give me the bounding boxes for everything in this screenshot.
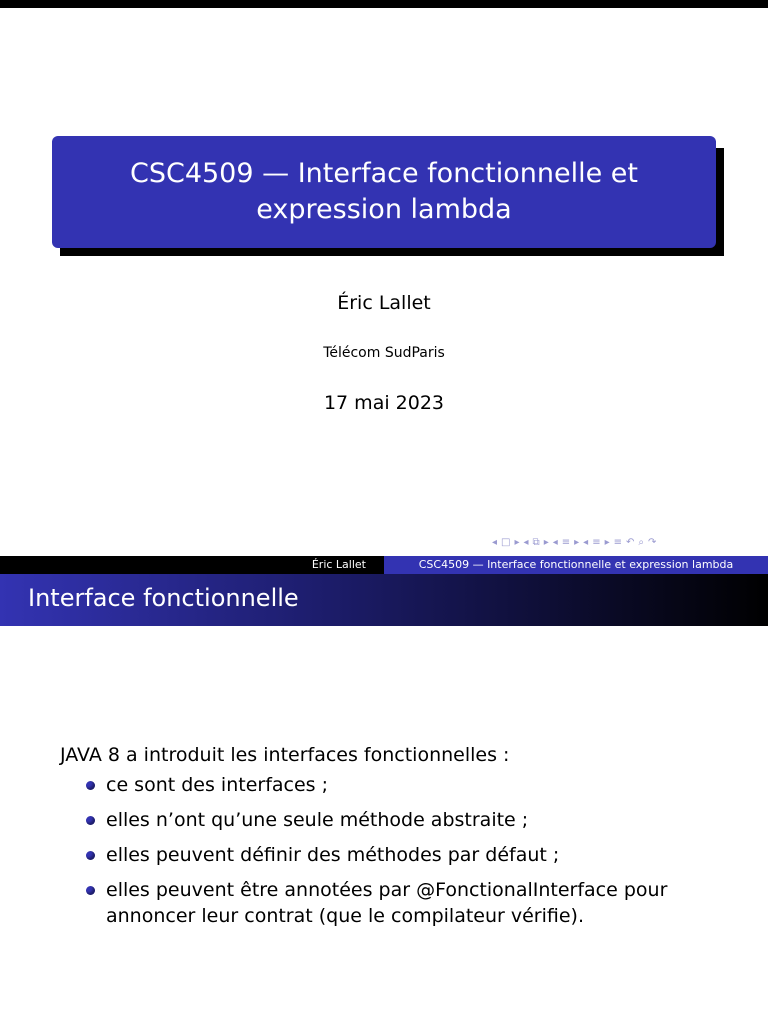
author-name: Éric Lallet: [337, 292, 431, 314]
intro-text: JAVA 8 a introduit les interfaces fonctionnelles :: [60, 744, 510, 766]
footer-title: CSC4509 — Interface fonctionnelle et expression lambda: [384, 556, 768, 574]
nav-forward-icon[interactable]: ↷: [648, 536, 657, 548]
footer-author: Éric Lallet: [0, 556, 384, 574]
nav-next-frame-icon[interactable]: ▸: [543, 536, 549, 548]
slide-footer: [0, 556, 768, 574]
institute-name: Télécom SudParis: [323, 345, 445, 361]
nav-slide-icon[interactable]: □: [501, 536, 511, 548]
bullet-item: elles peuvent être annotées par @FonctionalInterface pour annoncer leur contrat (que le compilateur vérifie).: [86, 877, 740, 929]
bullet-item: ce sont des interfaces ;: [86, 772, 740, 798]
bullet-item: elles peuvent définir des méthodes par défaut ;: [86, 842, 740, 868]
nav-next-section-icon[interactable]: ▸: [604, 536, 610, 548]
nav-prev-subsection-icon[interactable]: ◂: [552, 536, 558, 548]
nav-next-subsection-icon[interactable]: ▸: [574, 536, 580, 548]
nav-section-icon[interactable]: ≡: [592, 536, 601, 548]
nav-search-icon[interactable]: ⌕: [638, 536, 645, 548]
bullet-list: [60, 772, 740, 929]
slide-content: [60, 742, 740, 938]
title-slide: [0, 8, 768, 556]
nav-prev-slide-icon[interactable]: ◂: [492, 536, 498, 548]
title-box: [52, 136, 716, 248]
nav-prev-section-icon[interactable]: ◂: [583, 536, 589, 548]
nav-frame-icon[interactable]: ⧉: [532, 536, 540, 548]
nav-subsection-icon[interactable]: ≡: [561, 536, 571, 548]
nav-document-icon[interactable]: ≡: [613, 536, 623, 548]
nav-back-icon[interactable]: ↶: [626, 536, 635, 548]
presentation-title: CSC4509 — Interface fonctionnelle et expression lambda: [129, 158, 638, 225]
nav-prev-frame-icon[interactable]: ◂: [523, 536, 529, 548]
bullet-item: elles n’ont qu’une seule méthode abstraite ;: [86, 807, 740, 833]
nav-next-slide-icon[interactable]: ▸: [514, 536, 520, 548]
presentation-date: 17 mai 2023: [323, 392, 445, 414]
beamer-navigation-bar: [492, 535, 764, 549]
top-border: [0, 0, 768, 8]
frame-title: Interface fonctionnelle: [0, 574, 768, 626]
